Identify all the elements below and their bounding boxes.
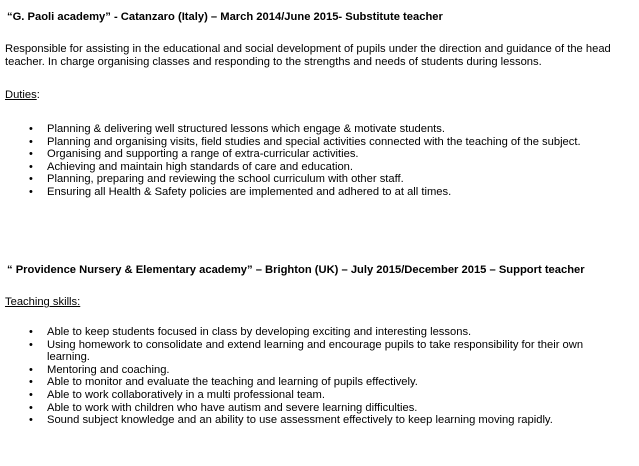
bullet-icon: • (29, 388, 33, 401)
list-item (0, 402, 627, 415)
job1-duties-label: Duties (5, 89, 37, 101)
list-item-text: Planning and organising visits, field studies and special activities connected with the teaching of the subject. (47, 135, 581, 148)
list-item-text: Mentoring and coaching. (47, 363, 170, 376)
bullet-icon: • (29, 135, 33, 148)
list-item-text: Using homework to consolidate and extend learning and encourage pupils to take responsibility for their own learning. (47, 338, 584, 364)
list-item (0, 376, 627, 389)
job2-heading: “ Providence Nursery & Elementary academy” – Brighton (UK) – July 2015/December 2015 – Support teacher (7, 264, 585, 276)
job1-duties-list (0, 123, 627, 199)
bullet-icon: • (29, 338, 33, 351)
list-item-text: Able to monitor and evaluate the teaching and learning of pupils effectively. (47, 376, 418, 389)
bullet-icon: • (29, 148, 33, 161)
list-item-text: Sound subject knowledge and an ability to use assessment effectively to keep learning moving rapidly. (47, 414, 553, 427)
bullet-icon: • (29, 160, 33, 173)
list-item (0, 123, 627, 136)
bullet-icon: • (29, 326, 33, 338)
list-item-text: Ensuring all Health & Safety policies are implemented and adhered to at all times. (47, 185, 452, 198)
list-item-text: Able to keep students focused in class by developing exciting and interesting lessons. (47, 326, 472, 338)
job1-duties-colon: : (36, 89, 40, 101)
job2-skills-label: Teaching skills: (5, 296, 81, 308)
bullet-icon: • (29, 123, 33, 135)
job1-duties-label-row (5, 89, 40, 102)
list-item (0, 389, 627, 402)
list-item (0, 339, 627, 364)
job1-summary: Responsible for assisting in the educational and social development of pupils under the direction and guidance of the head teacher. In charge organising classes and responding to the strengths and needs of students during lessons. (5, 43, 611, 68)
list-item-text: Achieving and maintain high standards of care and education. (47, 160, 353, 173)
bullet-icon: • (29, 173, 33, 186)
list-item (0, 326, 627, 339)
bullet-icon: • (29, 401, 33, 414)
list-item-text: Planning, preparing and reviewing the school curriculum with other staff. (47, 173, 404, 186)
list-item-text: Able to work collaboratively in a multi professional team. (47, 388, 325, 401)
list-item (0, 148, 627, 161)
list-item-text: Organising and supporting a range of extra-curricular activities. (47, 148, 359, 161)
list-item (0, 414, 627, 427)
bullet-icon: • (29, 414, 33, 427)
list-item-text: Able to work with children who have autism and severe learning difficulties. (47, 401, 418, 414)
bullet-icon: • (29, 376, 33, 389)
job1-heading: “G. Paoli academy” - Catanzaro (Italy) – March 2014/June 2015- Substitute teacher (7, 11, 443, 23)
list-item-text: Planning & delivering well structured lessons which engage & motivate students. (47, 123, 445, 135)
bullet-icon: • (29, 363, 33, 376)
job2-skills-list (0, 326, 627, 427)
list-item (0, 364, 627, 377)
list-item (0, 173, 627, 186)
bullet-icon: • (29, 185, 33, 198)
list-item (0, 136, 627, 149)
list-item (0, 186, 627, 199)
list-item (0, 161, 627, 174)
